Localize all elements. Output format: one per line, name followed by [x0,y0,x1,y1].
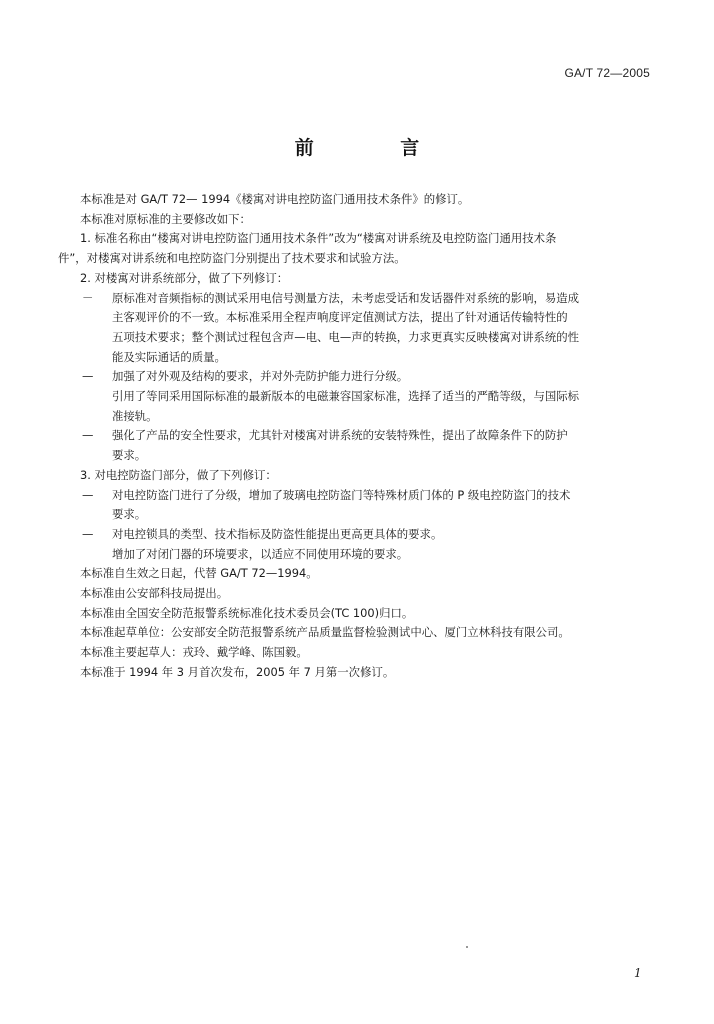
item-2-dash-3 [58,426,656,465]
paragraph-history: 本标准于 1994 年 3 月首次发布，2005 年 7 月第一次修订。 [80,664,395,679]
item-2-dash-3-line-1: 强化了产品的安全性要求，尤其针对楼寓对讲系统的安装特殊性，提出了故障条件下的防护 [112,428,568,443]
scan-speck [466,946,468,948]
item-2-dash-3-line-2: 要求。 [112,448,147,463]
item-3-dash-1 [58,486,656,525]
dash-marker: — [82,428,94,443]
page-title: 前 言 [294,137,460,159]
item-3-dash-1-line-2: 要求。 [112,507,147,522]
item-3-dash-2-sub-line-1: 增加了对闭门器的环境要求，以适应不同使用环境的要求。 [112,546,409,561]
item-3-dash-2-line-1: 对电控锁具的类型、技术指标及防盗性能提出更高更具体的要求。 [112,526,443,541]
paragraph-drafting-units: 本标准起草单位：公安部安全防范报警系统产品质量监督检验测试中心、厦门立林科技有限公司。 [80,625,570,640]
foreword-body [58,190,656,683]
item-2-dash-1-line-2: 主客观评价的不一致。本标准采用全程声响度评定值测试方法，提出了针对通话传输特性的 [112,310,568,325]
item-2-dash-2-sub-line-2: 准接轨。 [112,408,158,423]
item-2-heading: 2. 对楼寓对讲系统部分，做了下列修订： [80,270,289,285]
item-1-line-1: 1. 标准名称由“楼寓对讲电控防盗门通用技术条件”改为“楼寓对讲系统及电控防盗门通用技术条 [80,231,557,246]
paragraph-drafters: 本标准主要起草人：戎玲、戴学峰、陈国毅。 [80,645,308,660]
item-2-dash-2-sub-line-1: 引用了等同采用国际标准的最新版本的电磁兼容国家标准，选择了适当的严酷等级，与国际标 [112,389,580,404]
item-3-heading: 3. 对电控防盗门部分，做了下列修订： [80,467,277,482]
item-2-dash-2-line-1: 加强了对外观及结构的要求，并对外壳防护能力进行分级。 [112,369,409,384]
paragraph-revision-of: 本标准是对 GA/T 72— 1994《楼寓对讲电控防盗门通用技术条件》的修订。 [80,192,470,206]
item-3-dash-2 [58,525,656,545]
item-2-dash-1-line-1: 原标准对音频指标的测试采用电信号测量方法，未考虑受话和发话器件对系统的影响，易造成 [112,290,580,305]
item-2-dash-1-line-3: 五项技术要求；整个测试过程包含声—电、电—声的转换，力求更真实反映楼寓对讲系统的性 [112,329,580,344]
dash-marker: — [82,526,94,541]
paragraph-effective: 本标准自生效之日起，代替 GA/T 72—1994。 [80,566,318,581]
standard-code: GA/T 72—2005 [564,66,650,80]
item-2-dash-1-line-4: 能及实际通话的质量。 [112,349,226,364]
dash-marker: — [82,487,94,502]
item-2-dash-1 [58,289,656,368]
item-3-dash-1-line-1: 对电控防盗门进行了分级，增加了玻璃电控防盗门等特殊材质门体的 P 级电控防盗门的技术 [112,487,571,502]
item-2-dash-2 [58,367,656,387]
item-1-line-2: 件”，对楼寓对讲系统和电控防盗门分别提出了技术要求和试验方法。 [58,251,406,266]
paragraph-main-changes: 本标准对原标准的主要修改如下： [80,211,251,226]
page-number: 1 [634,966,642,980]
dash-marker: — [82,369,94,384]
paragraph-proposed-by: 本标准由公安部科技局提出。 [80,586,229,601]
paragraph-centralized-by: 本标准由全国安全防范报警系统标准化技术委员会(TC 100)归口。 [80,605,414,620]
dash-marker: － [82,290,94,305]
